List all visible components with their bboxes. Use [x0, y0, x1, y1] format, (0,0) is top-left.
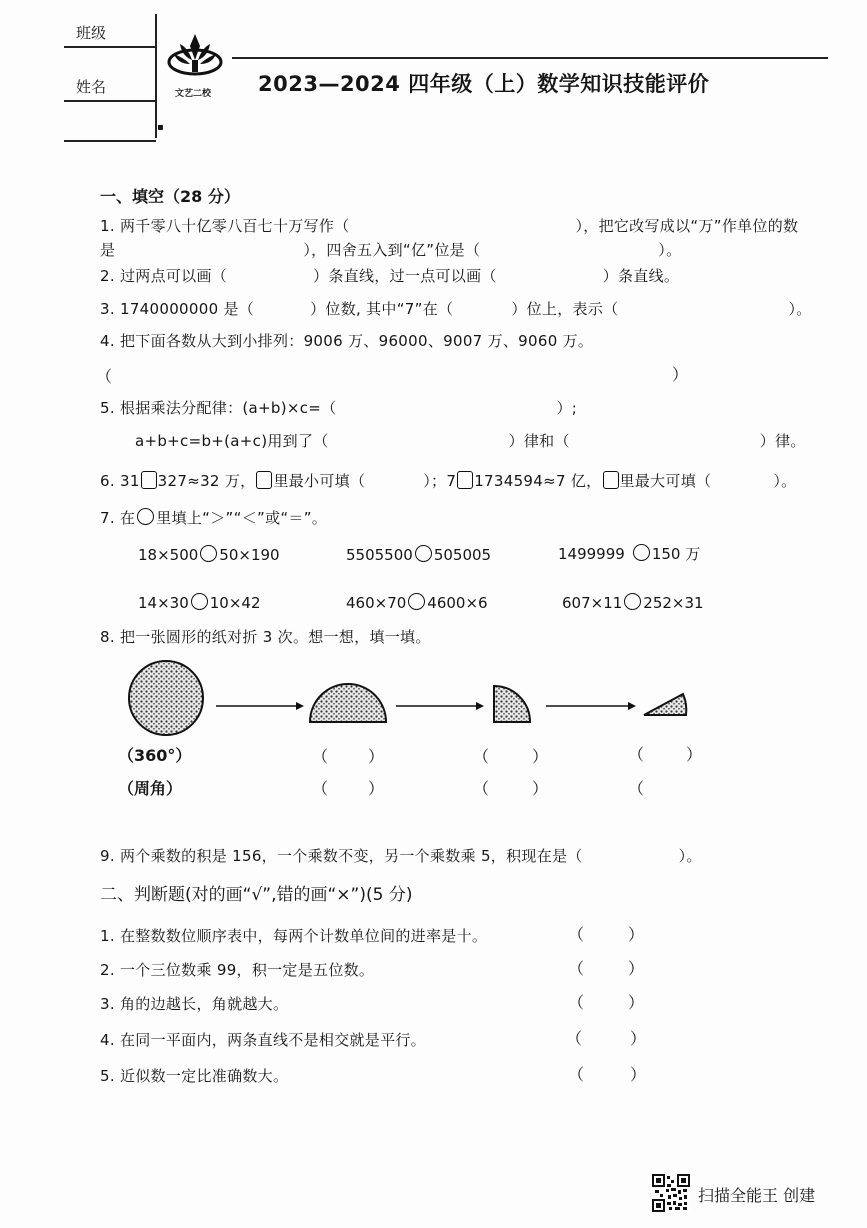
- q5-line2-text-a: a+b+c=b+(a+c)用到了（: [135, 432, 329, 450]
- judge-open-paren: （: [568, 959, 585, 978]
- judge-item-2: 2. 一个三位数乘 99，积一定是五位数。: [100, 961, 375, 979]
- judge-answer-blank[interactable]: [590, 958, 626, 978]
- comparison-right: 50×190: [219, 546, 280, 564]
- comparison-left: 18×500: [138, 546, 199, 564]
- q8-answer-blank[interactable]: [650, 744, 682, 764]
- comparison-circle[interactable]: [191, 593, 208, 610]
- judge-item-4: 4. 在同一平面内，两条直线不是相交就是平行。: [100, 1031, 426, 1049]
- q4-text: 4. 把下面各数从大到小排列：9006 万、96000、9007 万、9060 万。: [100, 332, 594, 350]
- q8-open-paren: （: [628, 779, 645, 798]
- comparison-right: 505005: [433, 546, 492, 564]
- comparison-item: [558, 543, 700, 564]
- header-vertical-rule: [155, 14, 157, 138]
- comparison-right: 252×31: [643, 594, 704, 612]
- judge-close-paren: ）: [630, 1029, 647, 1048]
- q6-line: [100, 470, 796, 491]
- comparison-item: [138, 593, 261, 612]
- q1-line2-mid: ），四舍五入到“亿”位是（: [303, 241, 481, 259]
- q8-answer-blank[interactable]: [650, 778, 682, 798]
- comparison-item: [346, 545, 491, 564]
- q6-digit-box-2[interactable]: [457, 471, 473, 489]
- judge-answer-blank[interactable]: [590, 924, 626, 944]
- q8-close-paren: ）: [368, 779, 385, 798]
- q7-circle-symbol: [137, 508, 154, 525]
- judge-close-paren: ）: [628, 925, 645, 944]
- q2-text-b: ）条直线，过一点可以画（: [313, 267, 497, 285]
- comparison-circle[interactable]: [624, 593, 641, 610]
- q1-line2: [100, 239, 681, 260]
- q3-text-a: 3. 1740000000 是（: [100, 300, 255, 318]
- q6-text-d: ）；7: [423, 472, 457, 490]
- q4-answer-blank[interactable]: [120, 364, 670, 384]
- q6-text-a: 6. 31: [100, 472, 140, 490]
- judge-answer-blank[interactable]: [590, 992, 626, 1012]
- q5-line2-text-c: ）律。: [759, 432, 806, 450]
- q2-line: [100, 265, 679, 286]
- comparison-right: 4600×6: [427, 594, 488, 612]
- judge-close-paren: ）: [628, 993, 645, 1012]
- comparison-item: [138, 545, 280, 564]
- q4-open-paren: （: [96, 367, 113, 386]
- q8-open-paren: （: [312, 747, 329, 766]
- q5-text-b: ）;: [556, 399, 578, 417]
- q8-answer-blank[interactable]: [334, 746, 366, 766]
- comparison-circle[interactable]: [200, 545, 217, 562]
- section1-heading: 一、填空（28 分）: [100, 187, 240, 206]
- comparison-left: 1499999: [558, 545, 625, 563]
- q8-close-paren: ）: [686, 745, 703, 764]
- q6-text-e: 1734594≈7 亿，: [474, 472, 602, 490]
- name-underline: [64, 100, 156, 102]
- school-logo: [162, 30, 232, 90]
- judge-open-paren: （: [566, 1029, 583, 1048]
- logo-text: 文艺二校: [175, 89, 212, 99]
- title-rule: [232, 57, 828, 59]
- judge-answer-blank[interactable]: [588, 1028, 624, 1048]
- q8-close-paren: ）: [368, 747, 385, 766]
- comparison-item: [562, 593, 704, 612]
- q5-line2-text-b: ）律和（: [508, 432, 570, 450]
- q1-line2-end: ）。: [658, 241, 682, 259]
- q4-close-paren: ）: [672, 365, 689, 384]
- comparison-circle[interactable]: [408, 593, 425, 610]
- q7-line: [100, 507, 327, 528]
- q3-text-c: ）位上，表示（: [511, 300, 619, 318]
- half-circle-shape: [310, 684, 386, 722]
- judge-open-paren: （: [568, 925, 585, 944]
- q7-text-b: 里填上“＞”“＜”或“＝”。: [156, 509, 328, 527]
- tick-mark: ▪: [157, 122, 164, 133]
- q8-text: 8. 把一张圆形的纸对折 3 次。想一想，填一填。: [100, 628, 431, 646]
- q8-open-paren: （: [473, 779, 490, 798]
- judge-item-1: 1. 在整数数位顺序表中，每两个计数单位间的进率是十。: [100, 927, 488, 945]
- comparison-left: 5505500: [346, 546, 413, 564]
- judge-item-5: 5. 近似数一定比准确数大。: [100, 1067, 289, 1085]
- full-circle-shape: [129, 661, 203, 735]
- q6-text-b: 327≈32 万，: [157, 472, 256, 490]
- qr-code-icon: [652, 1174, 690, 1212]
- q6-text-g: ）。: [773, 472, 797, 490]
- scanner-watermark-text: 扫描全能王 创建: [698, 1186, 816, 1205]
- judge-open-paren: （: [568, 993, 585, 1012]
- q9-text-b: ）。: [678, 847, 702, 865]
- q8-answer-blank[interactable]: [495, 746, 527, 766]
- q6-box-symbol-2: [603, 471, 619, 489]
- section2-heading: 二、判断题(对的画“√”,错的画“×”)(5 分): [100, 885, 413, 905]
- q1-line1: [100, 215, 798, 236]
- q8-open-paren: （: [473, 747, 490, 766]
- q9-text-a: 9. 两个乘数的积是 156，一个乘数不变，另一个乘数乘 5，积现在是（: [100, 847, 583, 865]
- q2-text-c: ）条直线。: [602, 267, 680, 285]
- q5-line2: [135, 430, 806, 451]
- q8-name-label: （周角）: [118, 779, 183, 798]
- judge-item-3: 3. 角的边越长，角就越大。: [100, 995, 289, 1013]
- q8-close-paren: ）: [532, 779, 549, 798]
- comparison-right: 10×42: [209, 594, 261, 612]
- q9-line: [100, 845, 702, 866]
- q6-box-symbol-1: [256, 471, 272, 489]
- q8-answer-blank[interactable]: [334, 778, 366, 798]
- q8-open-paren: （: [628, 745, 645, 764]
- comparison-circle[interactable]: [415, 545, 432, 562]
- q8-close-paren: ）: [532, 747, 549, 766]
- q6-text-c: 里最小可填（: [273, 472, 366, 490]
- name-label: 姓名: [76, 78, 107, 96]
- q2-text-a: 2. 过两点可以画（: [100, 267, 228, 285]
- q1-text-end: ），把它改写成以“万”作单位的数: [575, 217, 799, 235]
- judge-answer-blank[interactable]: [590, 1064, 626, 1084]
- paper-folding-diagram: [120, 660, 700, 740]
- q8-open-paren: （: [312, 779, 329, 798]
- class-label: 班级: [76, 24, 107, 42]
- comparison-left: 14×30: [138, 594, 189, 612]
- q3-text-b: ）位数, 其中“7”在（: [310, 300, 454, 318]
- judge-close-paren: ）: [628, 959, 645, 978]
- judge-close-paren: ）: [630, 1065, 647, 1084]
- q1-text-start: 1. 两千零八十亿零八百七十万写作（: [100, 217, 350, 235]
- comparison-circle[interactable]: [633, 544, 650, 561]
- quarter-circle-shape: [494, 686, 530, 722]
- q6-digit-box-1[interactable]: [141, 471, 157, 489]
- comparison-left: 607×11: [562, 594, 623, 612]
- q8-degree-label: （360°）: [118, 746, 192, 765]
- q3-line: [100, 298, 812, 319]
- class-underline: [64, 46, 156, 48]
- q6-text-f: 里最大可填（: [619, 472, 712, 490]
- page-title: 2023—2024 四年级（上）数学知识技能评价: [258, 72, 710, 96]
- judge-open-paren: （: [568, 1065, 585, 1084]
- q7-text-a: 7. 在: [100, 509, 136, 527]
- q8-answer-blank[interactable]: [495, 778, 527, 798]
- q1-line2-start: 是: [100, 241, 116, 259]
- q5-text-a: 5. 根据乘法分配律：(a+b)×c=（: [100, 399, 337, 417]
- q3-text-d: ）。: [788, 300, 812, 318]
- id-underline: [64, 140, 156, 142]
- q5-line1: [100, 397, 577, 418]
- comparison-item: [346, 593, 488, 612]
- eighth-circle-shape: [644, 694, 686, 715]
- comparison-right: 150 万: [651, 545, 701, 563]
- comparison-left: 460×70: [346, 594, 407, 612]
